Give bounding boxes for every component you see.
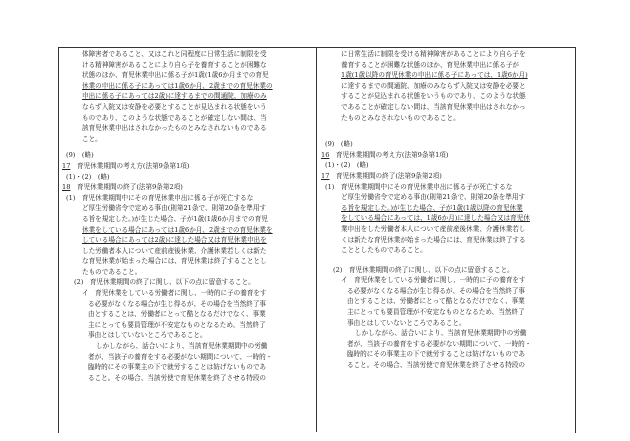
section-17-heading: [321, 171, 571, 182]
text-line: 臨時的にその事業主の下で就労することは妨げないものであ: [88, 363, 267, 372]
text-line: 状態のほか、育児休業申出に係る子が1歳(1歳6か月までの育児: [82, 71, 269, 80]
text-line: 由とすることは、労働者にとって酷となるだけでなく、事業: [347, 297, 525, 306]
column-divider: [316, 47, 317, 432]
text-line: 休業をしている場合にあっては1歳6か月、2歳までの育児休業を: [82, 225, 273, 234]
text-line: 主にとっても要員管理が不安定なものとなるため、当然終了: [347, 308, 525, 317]
text-line: 1歳(1歳以降の育児休業の申出に係る子にあっては、1歳6か月): [341, 71, 528, 80]
text-line: (2) 育児休業期間の終了に関し、以下の点に留意すること。: [74, 278, 255, 287]
text-line: イ 育児休業をしている労働者に関し、一時的に子の養育をす: [82, 289, 267, 298]
text-line: る必要がなくなる場合が生じ得るが、その場合を当然終了事: [88, 299, 267, 308]
text-line: (1) 育児休業期間中にその育児休業申出に係る子が死亡するな: [66, 193, 254, 202]
text-line: イ 育児休業をしている労働者に関し、一時的に子の養育をす: [341, 276, 526, 285]
text-line: 事由とはしていないところであること。: [88, 331, 207, 340]
text-line: 者が、当該子の養育をする必要がない期間について、一時的・: [88, 352, 273, 361]
section-17-heading: [62, 161, 312, 172]
text-line: ならず入院又は安静を必要とすることが見込まれる状態をいう: [82, 102, 267, 111]
text-line: であることが確定しない間は、当該育児休業申出はされなかっ: [341, 102, 526, 111]
text-line: ものであり、このような状態であることが確定しない間は、当: [82, 113, 267, 122]
text-line: ること。その場合、当該労使で育児休業を終了させる特段の: [88, 373, 267, 382]
text-line: することが見込まれる状態をいうものであり、このような状態: [341, 92, 526, 101]
section-number: 18: [62, 183, 71, 192]
text-line: 事由とはしていないところであること。: [347, 318, 466, 327]
text-line: 由とすることは、労働者にとって酷となるだけでなく、事業: [88, 310, 266, 319]
text-line: 体障害者であること、又はこれと同程度に日常生活に制限を受: [82, 50, 267, 58]
text-line: 主にとっても要員管理が不安定なものとなるため、当然終了: [88, 320, 266, 329]
section-title: 育児休業期間の考え方(法第9条第1項): [76, 161, 190, 170]
text-line: たものであること。: [82, 267, 142, 276]
text-line: な育児休業が始まった場合には、育児休業は終了することとし: [82, 257, 267, 266]
item-9-omitted: (9) (略): [66, 151, 94, 160]
text-line: しかしながら、話合いにより、当該育児休業期間中の労働: [355, 329, 527, 338]
text-line: に達するまでの間通院、加療のみならず入院又は安静を必要と: [341, 81, 526, 90]
section-title: 育児休業期間の終了(法第9条第2項): [335, 171, 442, 180]
text-line: ど厚生労働省令で定める事由(則第21条で、則第20条を準用す: [82, 204, 267, 213]
text-line: 申出に係る子にあっては2歳)に達するまでの間通院、加療のみ: [82, 92, 267, 101]
text-line: くは新たな育児休業が始まった場合には、育児休業は終了する: [341, 235, 526, 244]
text-line: ど厚生労働省令で定める事由(則第21条で、則第20条を準用す: [341, 193, 526, 202]
section-number: 16: [321, 150, 330, 159]
text-line: ける精神障害があることにより自ら子を養育することが困難な: [82, 60, 267, 69]
section-17-sub: (1)・(2) (略): [66, 172, 110, 181]
text-line: した労働者本人について産前産後休業、介護休業若しくは新た: [82, 246, 267, 255]
text-line: 業申出をした労働者本人について産前産後休業、介護休業若し: [341, 224, 526, 233]
text-line: 者が、当該子の養育をする必要がない期間について、一時的・: [347, 339, 532, 348]
right-column: [321, 49, 571, 371]
text-line: (2) 育児休業期間の終了に関し、以下の点に留意すること。: [333, 265, 514, 274]
section-16-heading: [321, 150, 571, 161]
section-18-heading: [62, 182, 312, 193]
text-line: 休業の申出に係る子にあっては1歳6か月、2歳までの育児休業の: [82, 81, 273, 90]
left-column: [62, 49, 312, 383]
text-line: こととしたものであること。: [341, 246, 427, 255]
item-9-omitted: (9) (略): [325, 140, 353, 149]
text-line: しかしながら、話合いにより、当該育児休業期間中の労働: [96, 342, 268, 351]
text-line: ること。その場合、当該労使で育児休業を終了させる特段の: [347, 361, 526, 370]
text-line: る旨を規定した。)が生じた場合、子が1歳(1歳6か月までの育児: [82, 214, 268, 223]
section-title: 育児休業期間の終了(法第9条第2項): [76, 183, 183, 192]
section-title: 育児休業期間の考え方(法第9条第1項): [335, 150, 449, 159]
section-number: 17: [62, 161, 71, 170]
text-line: たものとみなされないものであること。: [341, 113, 460, 122]
text-line: 臨時的にその事業主の下で就労することは妨げないものであ: [347, 350, 526, 359]
text-line: (1) 育児休業期間中にその育児休業申出に係る子が死亡するな: [325, 182, 513, 191]
section-number: 17: [321, 171, 330, 180]
text-line: る旨を規定した。)が生じた場合、子が1歳(1歳以降の育児休業: [341, 203, 523, 212]
text-line: に日常生活に制限を受ける精神障害があることにより自ら子を: [341, 50, 526, 58]
text-line: している場合にあっては2歳)に達した場合又は育児休業申出を: [82, 236, 267, 245]
text-line: 該育児休業申出はされなかったものとみなされないものである: [82, 124, 267, 133]
section-16-sub: (1)・(2) (略): [325, 161, 369, 170]
text-line: をしている場合にあっては、1歳6か月)に達した場合又は育児休: [341, 214, 530, 223]
text-line: る必要がなくなる場合が生じ得るが、その場合を当然終了事: [347, 286, 526, 295]
text-line: こと。: [82, 134, 102, 143]
text-line: 養育することが困難な状態のほか、育児休業申出に係る子が: [341, 60, 520, 69]
